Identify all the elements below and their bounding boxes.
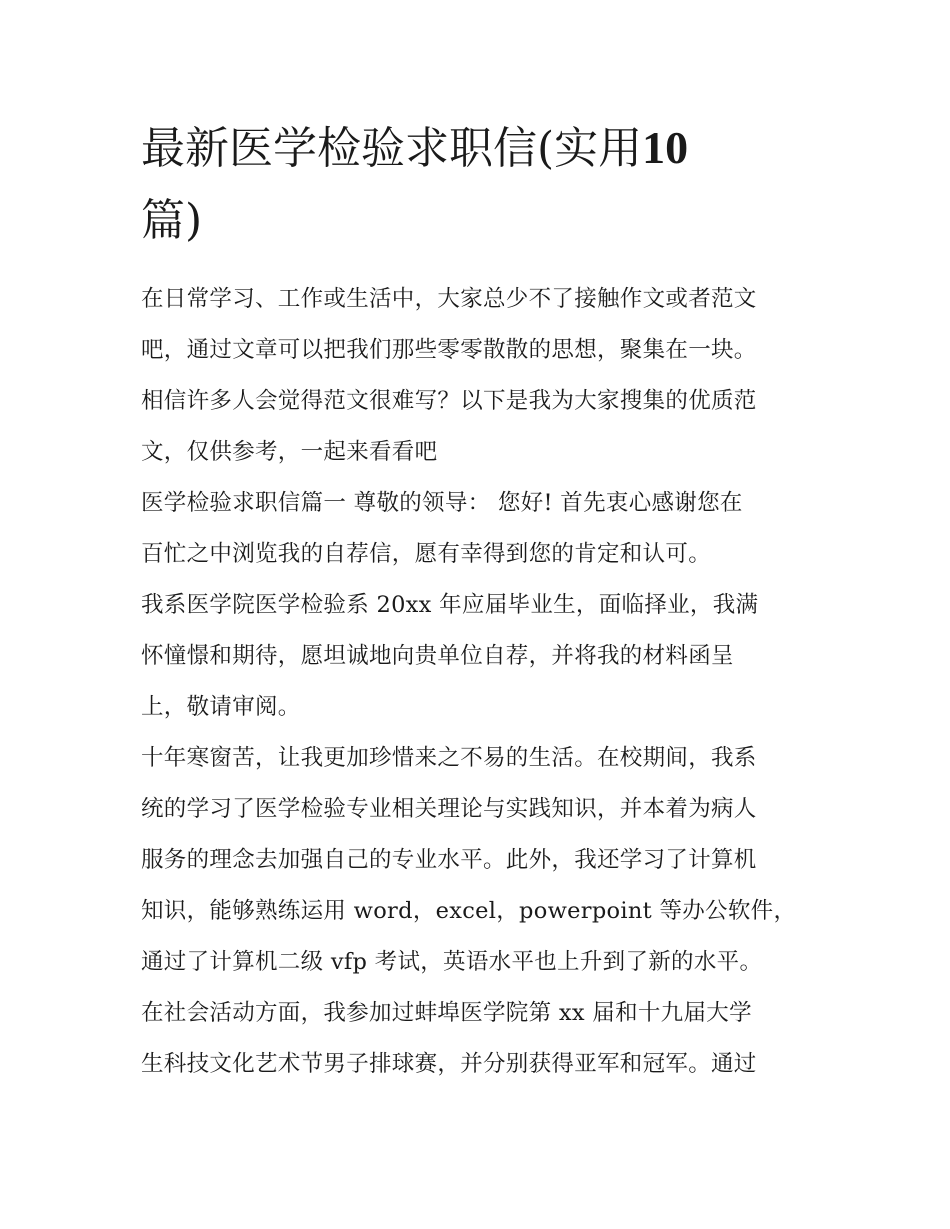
text-line: 十年寒窗苦，让我更加珍惜来之不易的生活。在校期间，我系	[141, 745, 757, 771]
text-line: 百忙之中浏览我的自荐信，愿有幸得到您的肯定和认可。	[141, 541, 712, 567]
title-number: 10	[642, 122, 689, 173]
document-title	[141, 112, 821, 257]
text-line: 我系医学院医学检验系 20xx 年应届毕业生，面临择业，我满	[141, 592, 759, 618]
text-line: 在社会活动方面，我参加过蚌埠医学院第 xx 届和十九届大学	[141, 1000, 752, 1026]
text-line: 医学检验求职信篇一 尊敬的领导： 您好! 首先衷心感谢您在	[141, 490, 743, 516]
greeting-paragraph	[141, 478, 821, 580]
title-text: 最新医学检验求职信(实用	[141, 123, 643, 174]
text-line: 在日常学习、工作或生活中，大家总少不了接触作文或者范文	[141, 286, 757, 312]
text-line: 文，仅供参考，一起来看看吧	[141, 439, 438, 465]
text-line: 通过了计算机二级 vfp 考试，英语水平也上升到了新的水平。	[141, 949, 763, 975]
self-introduction-paragraph	[141, 580, 821, 733]
title-text-end: 篇)	[141, 195, 203, 246]
intro-paragraph	[141, 274, 821, 478]
text-line: 怀憧憬和期待，愿坦诚地向贵单位自荐，并将我的材料函呈	[141, 643, 734, 669]
document-body	[141, 274, 821, 1090]
text-line: 统的学习了医学检验专业相关理论与实践知识，并本着为病人	[141, 796, 757, 822]
text-line: 知识，能够熟练运用 word，excel，powerpoint 等办公软件，	[141, 898, 797, 924]
text-line: 吧，通过文章可以把我们那些零零散散的思想，聚集在一块。	[141, 337, 757, 363]
experience-paragraph	[141, 733, 821, 1090]
text-line: 相信许多人会觉得范文很难写？以下是我为大家搜集的优质范	[141, 388, 757, 414]
text-line: 上，敬请审阅。	[141, 694, 301, 720]
text-line: 服务的理念去加强自己的专业水平。此外，我还学习了计算机	[141, 847, 757, 873]
text-line: 生科技文化艺术节男子排球赛，并分别获得亚军和冠军。通过	[141, 1051, 757, 1077]
